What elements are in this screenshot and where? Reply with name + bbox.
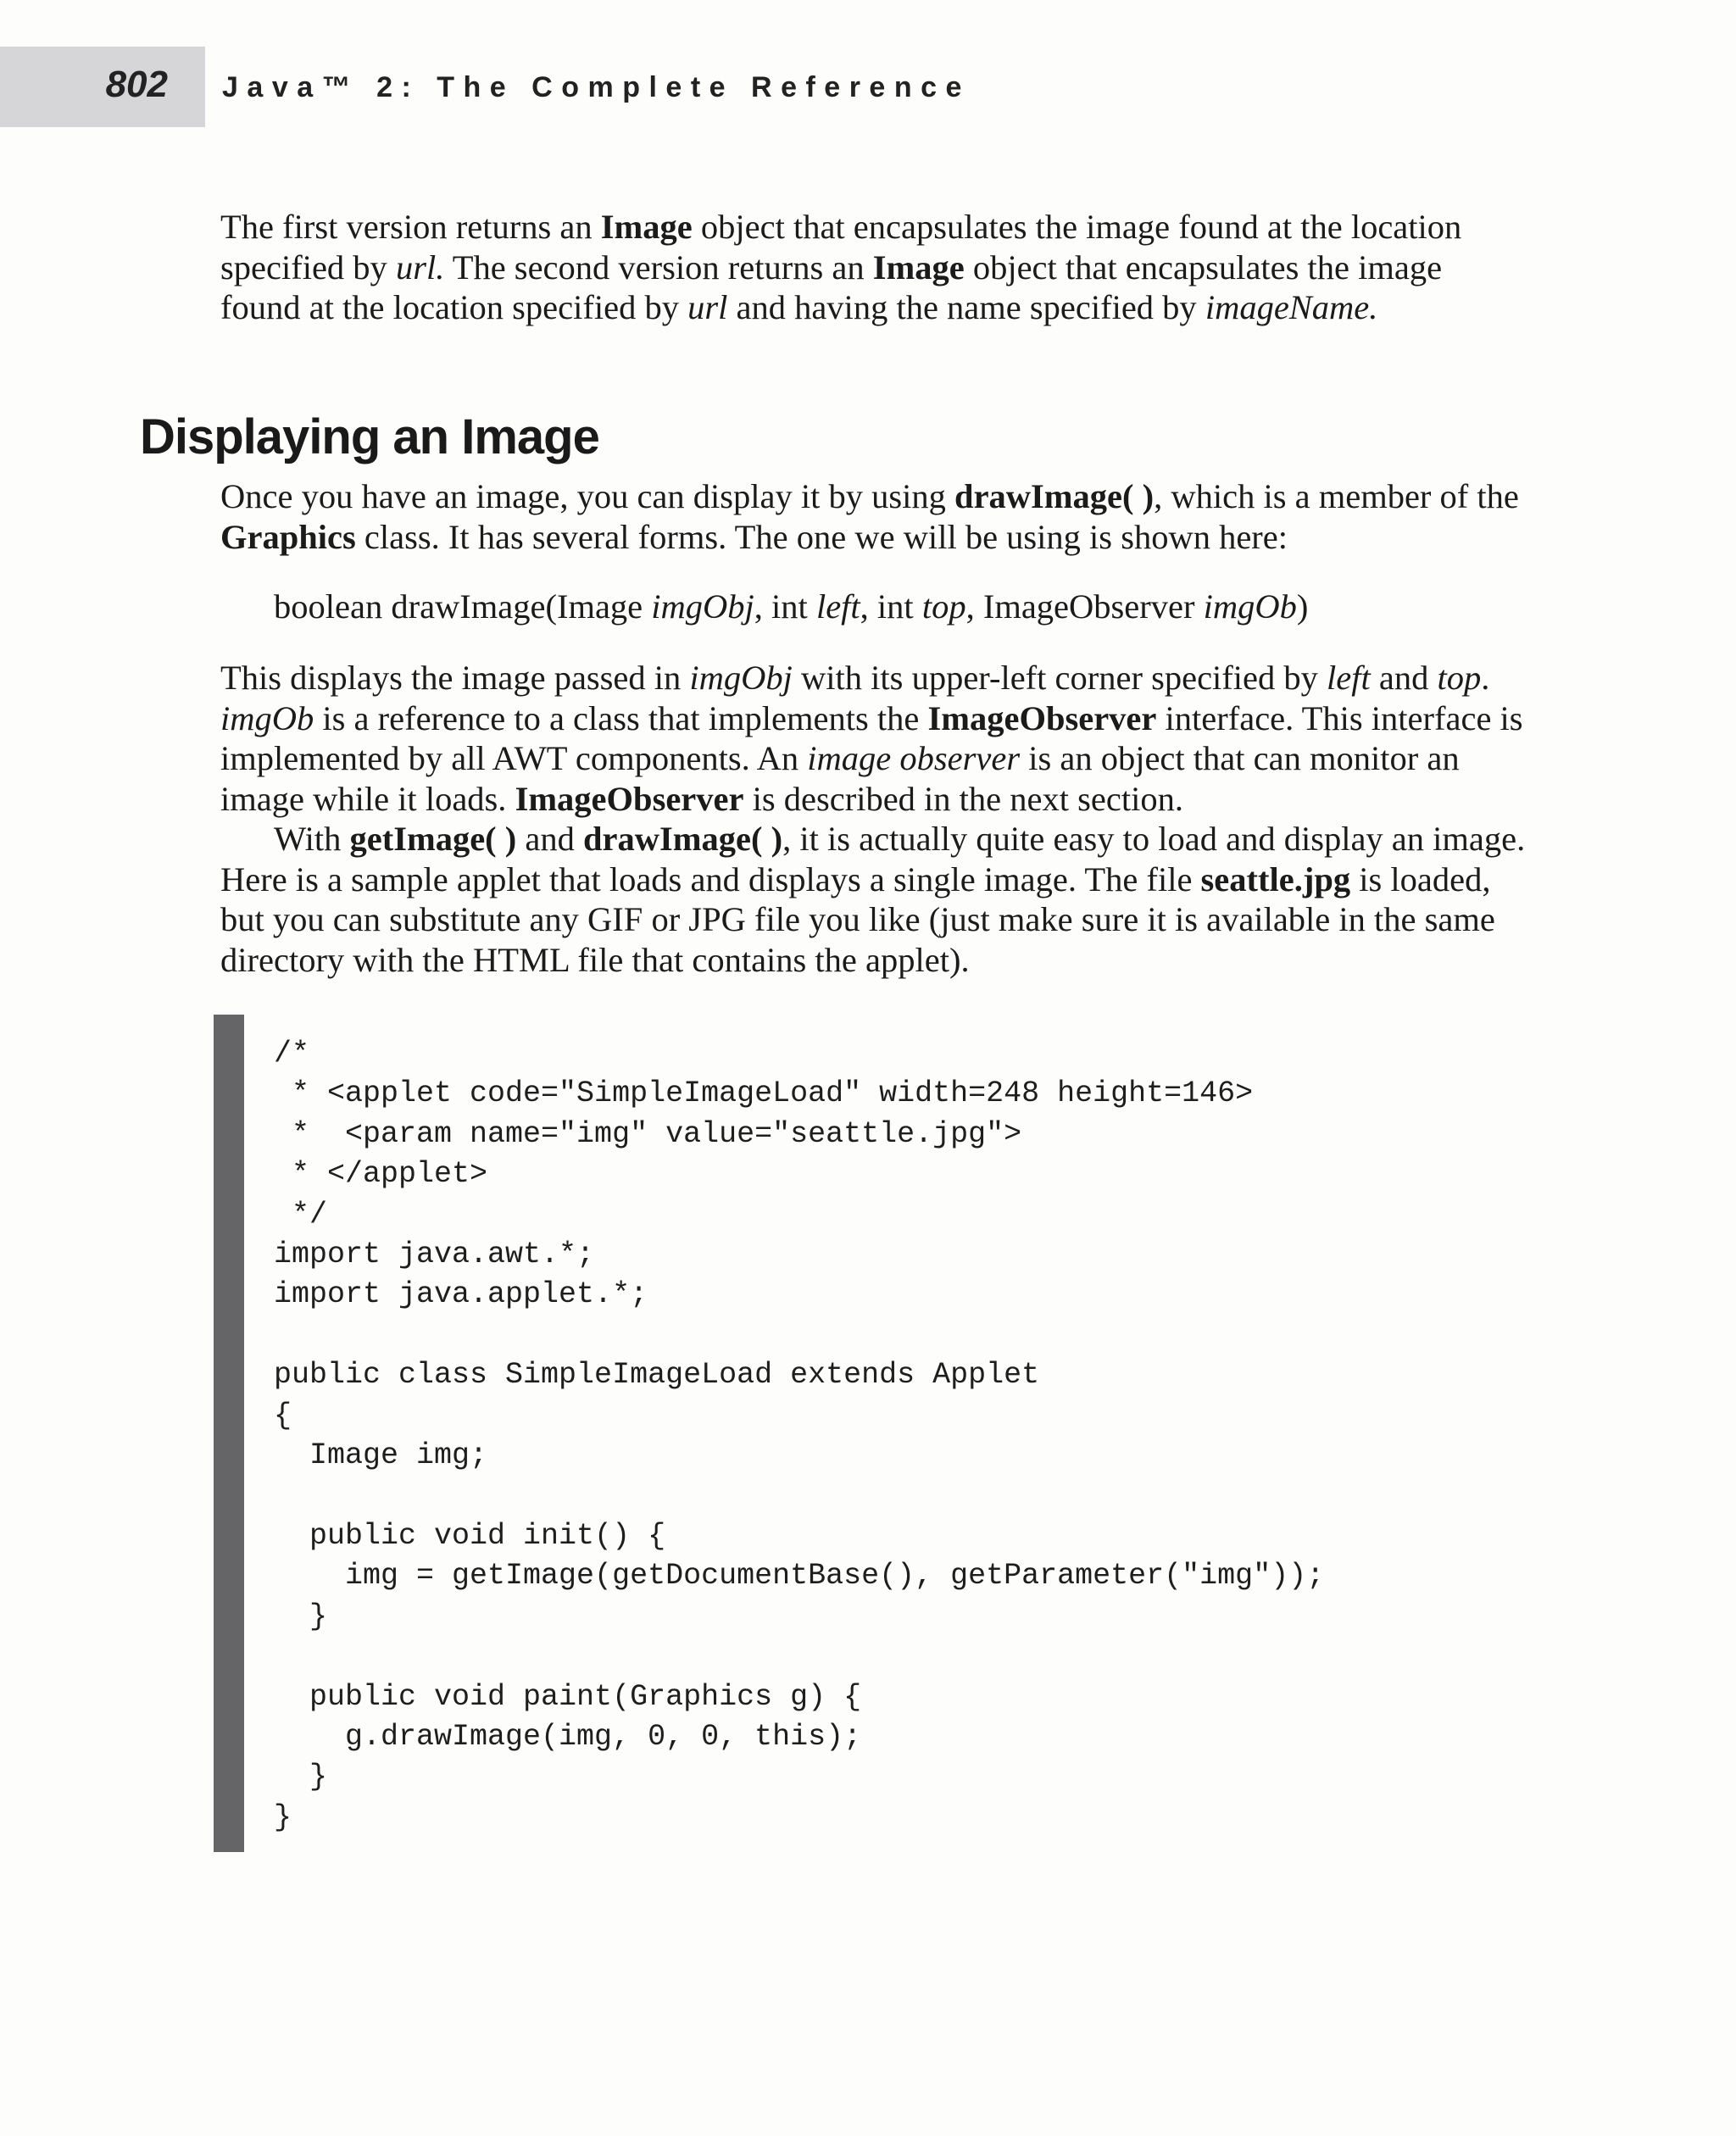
paragraph-group-explanation (220, 658, 1526, 980)
page-number: 802 (105, 64, 168, 105)
running-header-title: Java™ 2: The Complete Reference (222, 71, 971, 103)
code-listing: /* * <applet code="SimpleImageLoad" width=248 height=146> * <param name="img" value="seattle.jpg"> * </applet> */ import java.awt.*; import java.applet.*; public class SimpleImageLoad extends Applet { Image img; public void init() { img = getImage(getDocumentBase(), getParameter("img")); } public void paint(Graphics g) { g.drawImage(img, 0, 0, this); } } (274, 1037, 1325, 1834)
paragraph-sample-applet: With getImage( ) and drawImage( ), it is actually quite easy to load and display an image. Here is a sample applet that loads and displays a single image. The file seattle.jpg is loaded, but you can substitute any GIF or JPG file you like (just make sure it is available in the same directory with the HTML file that contains the applet). (220, 820, 1526, 979)
paragraph-getimage-versions: The first version returns an Image object that encapsulates the image found at the location specified by url. The second version returns an Image object that encapsulates the image found at the location specified by url and having the name specified by imageName. (220, 208, 1462, 326)
method-signature: boolean drawImage(Image imgObj, int left, int top, ImageObserver imgOb) (274, 587, 1309, 626)
paragraph-drawimage-intro: Once you have an image, you can display it by using drawImage( ), which is a member of the Graphics class. It has several forms. The one we will be using is shown here: (220, 477, 1519, 556)
code-listing-bar (214, 1015, 244, 1852)
section-heading: Displaying an Image (140, 409, 599, 464)
page-number-tab (0, 47, 205, 127)
paragraph-drawimage-explained: This displays the image passed in imgObj with its upper-left corner specified by left and top. imgOb is a reference to a class that implements the ImageObserver interface. This interface is implemented by all AWT components. An image observer is an object that can monitor an image while it loads. ImageObserver is described in the next section. (220, 659, 1523, 818)
